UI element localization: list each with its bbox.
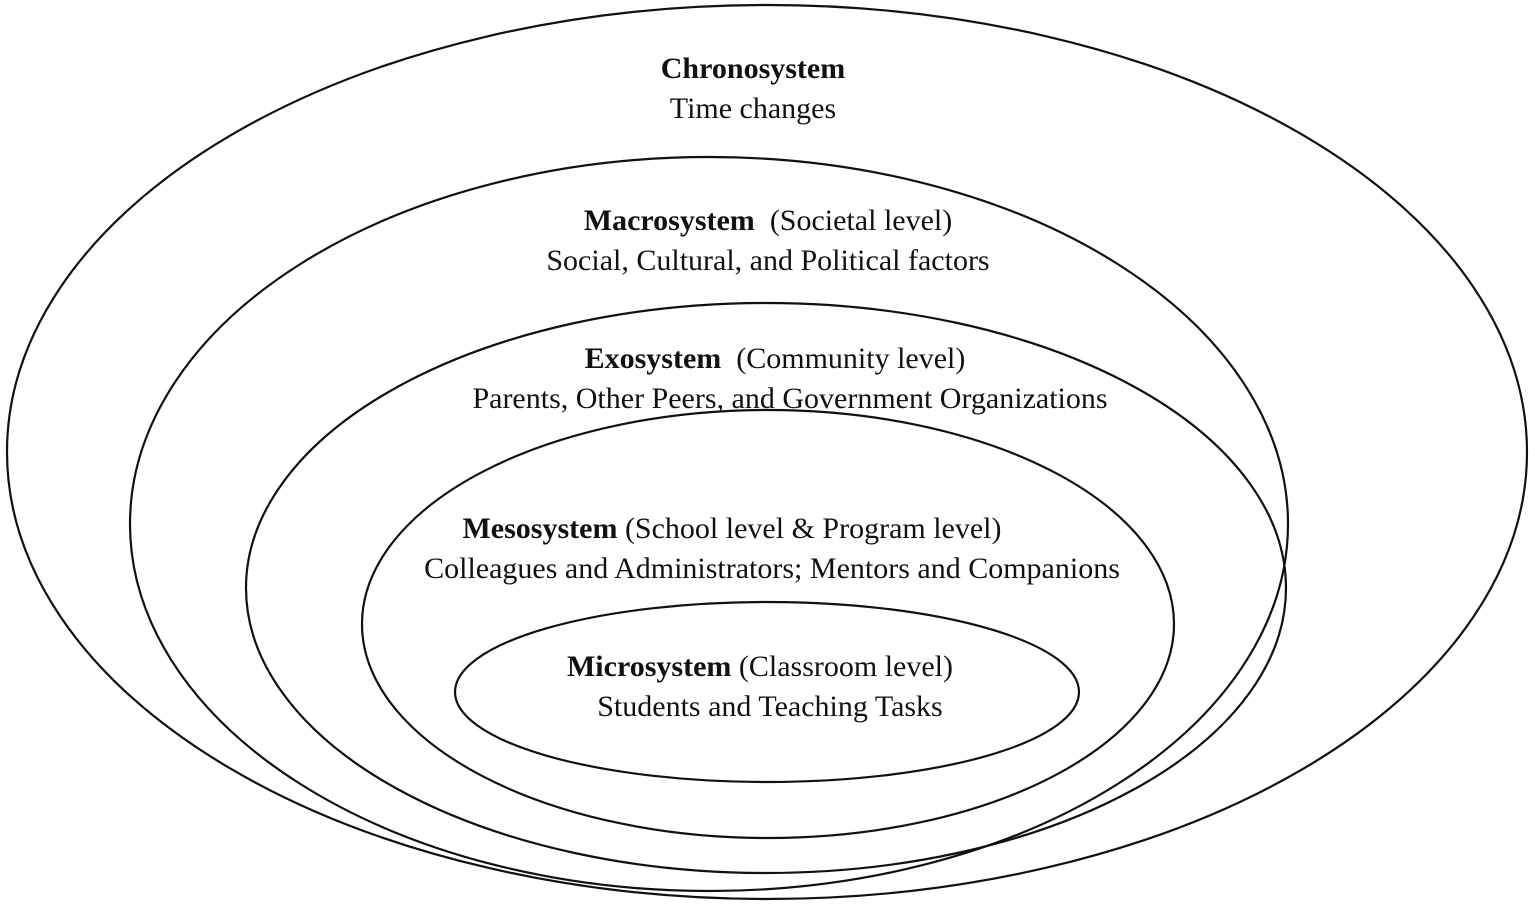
mesosystem-name: Mesosystem [462, 512, 618, 545]
chronosystem-ellipse [7, 5, 1527, 899]
exosystem-name: Exosystem [584, 342, 722, 375]
macrosystem-description: Social, Cultural, and Political factors [546, 244, 990, 277]
mesosystem-level: (School level & Program level) [624, 512, 1002, 545]
exosystem-description: Parents, Other Peers, and Government Organizations [472, 382, 1108, 415]
microsystem-name: Microsystem [566, 650, 732, 683]
mesosystem-label [372, 509, 1172, 589]
exosystem-level: (Community level) [736, 342, 966, 375]
macrosystem-name: Macrosystem [583, 204, 755, 237]
exosystem-label [390, 339, 1190, 419]
chronosystem-label [553, 49, 953, 129]
chronosystem-description: Time changes [669, 92, 837, 125]
chronosystem-name: Chronosystem [660, 52, 846, 85]
mesosystem-ellipse [362, 410, 1174, 838]
microsystem-level: (Classroom level) [738, 650, 953, 683]
macrosystem-label [468, 201, 1068, 281]
microsystem-description: Students and Teaching Tasks [597, 690, 943, 723]
microsystem-label [500, 647, 1020, 727]
macrosystem-level: (Societal level) [769, 204, 953, 237]
mesosystem-description: Colleagues and Administrators; Mentors and Companions [424, 552, 1120, 585]
